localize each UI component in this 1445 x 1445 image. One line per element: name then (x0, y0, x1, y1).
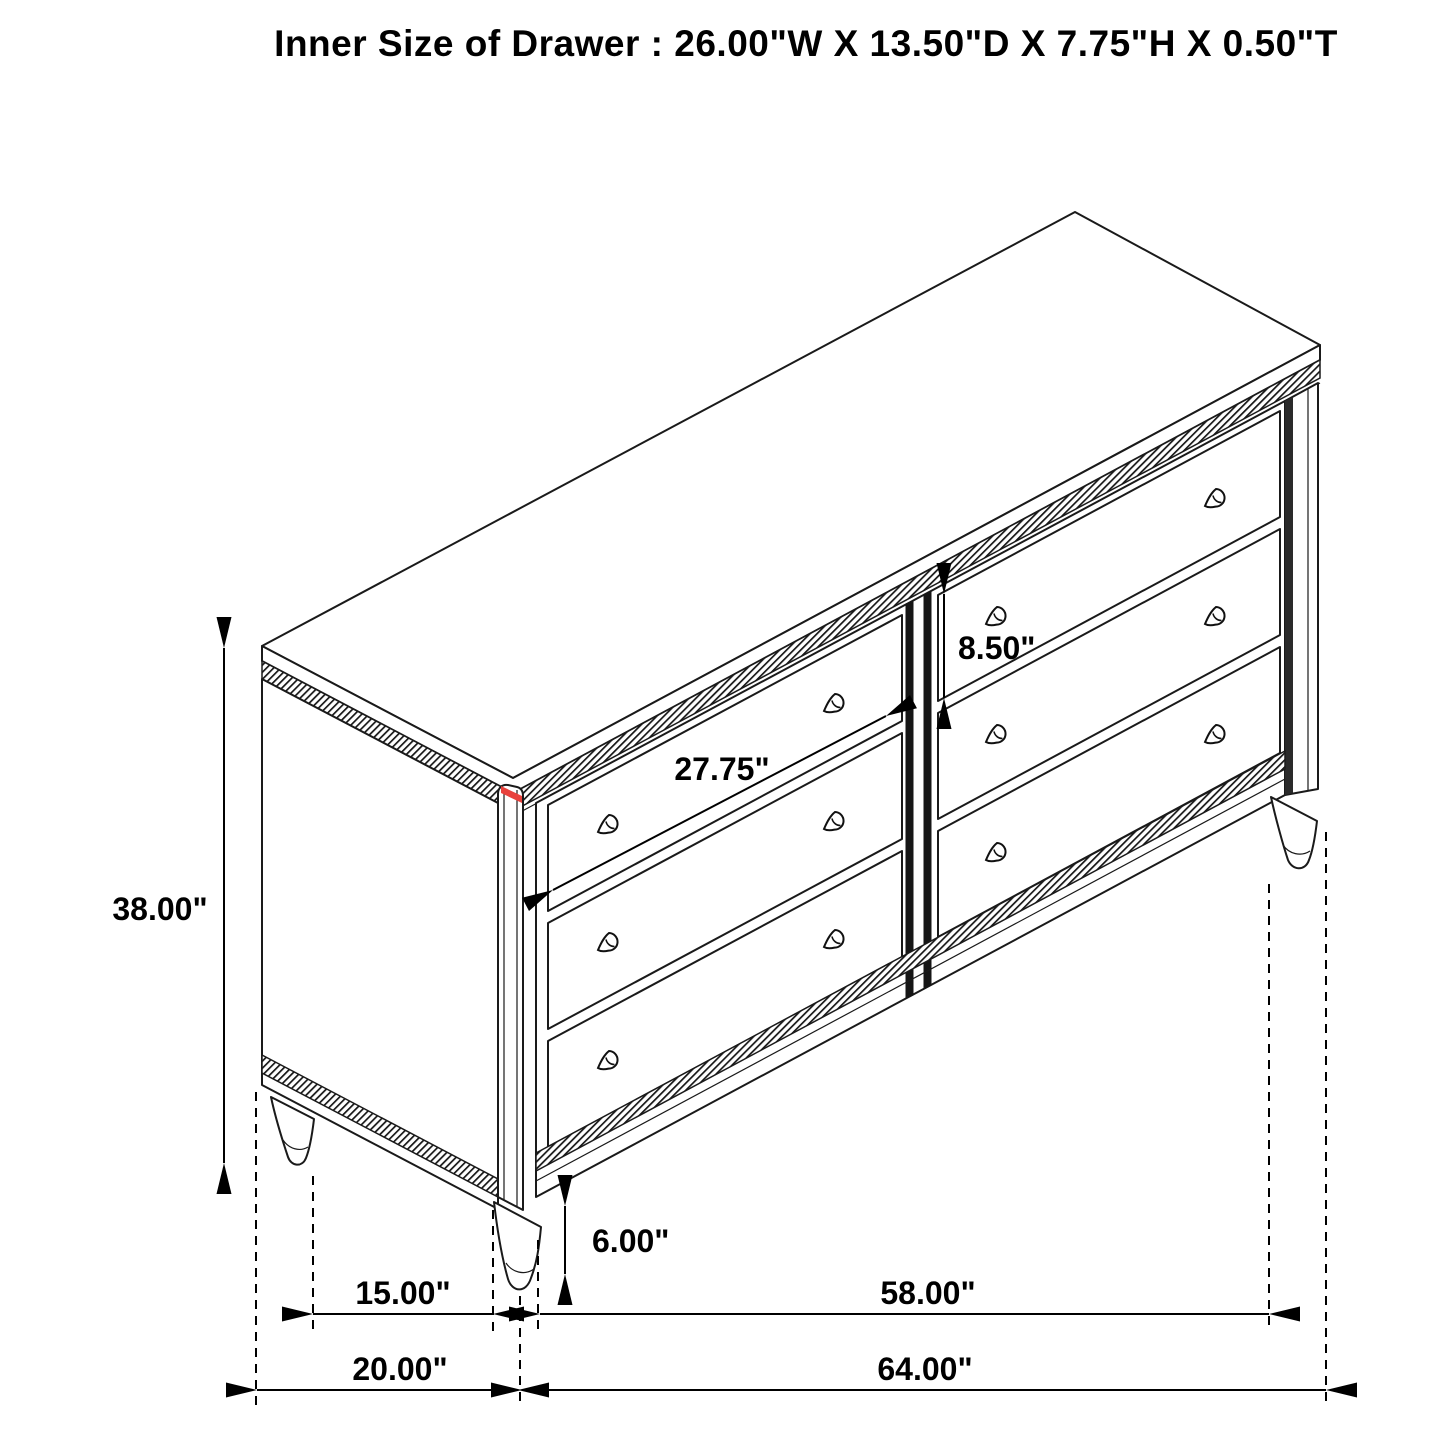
post-body (498, 785, 523, 1210)
drawing-title: Inner Size of Drawer : 26.00"W X 13.50"D X 7.75"H X 0.50"T (274, 23, 1338, 64)
center-divider-bar (906, 601, 913, 998)
dimension-overall-width (522, 1351, 1326, 1390)
dimension-overall-depth (257, 1351, 518, 1390)
dimension-label-front-span: 58.00" (880, 1275, 976, 1311)
front-right-leg (1271, 797, 1317, 868)
dimension-front-leg-span (540, 1275, 1269, 1314)
dimension-label-drawer-height: 8.50" (958, 630, 1036, 666)
dimension-label-width: 64.00" (877, 1351, 973, 1387)
dimension-label-leg-height: 6.00" (592, 1223, 670, 1259)
dimension-side-leg-span (313, 1275, 493, 1314)
front-left-post (498, 785, 523, 1210)
center-divider-bar (924, 591, 931, 989)
dimension-label-side-span: 15.00" (355, 1275, 451, 1311)
dimension-label-depth: 20.00" (352, 1351, 448, 1387)
right-post-shadow (1285, 397, 1293, 795)
dimension-label-height: 38.00" (112, 891, 208, 927)
dimension-leg-height (565, 1206, 669, 1274)
dimension-overall-height (112, 648, 224, 1163)
dimension-label-drawer-diagonal: 27.75" (674, 751, 770, 787)
front-left-leg (494, 1202, 541, 1289)
